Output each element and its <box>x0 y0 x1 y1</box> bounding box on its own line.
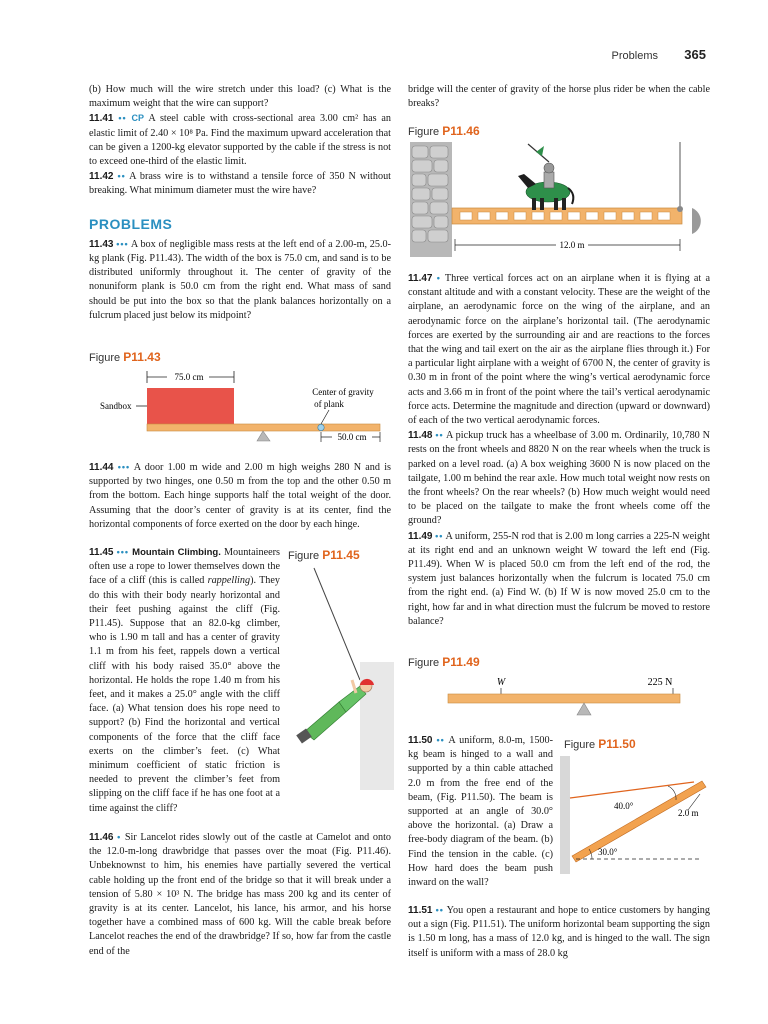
page-number: 365 <box>684 47 706 62</box>
problem-11-42: 11.42 •• A brass wire is to withstand a tensile force of 350 N without breaking. What minimum diameter must the wire have? <box>89 171 391 197</box>
section-title: PROBLEMS <box>89 215 173 232</box>
problem-11-45-continued <box>89 786 391 959</box>
figure-p11-49 <box>408 672 710 722</box>
beam <box>572 781 706 862</box>
figure-p11-43 <box>89 368 391 448</box>
climber-arm <box>352 680 356 693</box>
problem-11-43: 11.43 ••• A box of negligible mass rests at the left end of a 2.00-m, 25.0-kg plank (Fig. P11.43). The width of the box is 75.0 cm, and sand is to be distributed uniformly throughout it. The center of gravity of the nonuniform plank is 50.0 cm from the right end. What mass of sand should be put into the box so that the plank balances horizontally on a fulcrum placed just below its midpoint? <box>89 238 392 321</box>
section-header: Problems <box>611 50 658 62</box>
castle-stones <box>412 146 448 242</box>
cg-label-1: Center of gravity <box>312 387 374 397</box>
figure-p11-45-label: Figure P11.45 <box>288 548 360 562</box>
dim-cg-label: 50.0 cm <box>337 432 367 442</box>
cg-marker <box>318 424 324 430</box>
figure-p11-50 <box>560 756 710 876</box>
cable-anchor <box>677 206 683 212</box>
dim-2m-label: 2.0 m <box>678 808 699 818</box>
rod <box>448 694 680 703</box>
problem-11-47: 11.47 • Three vertical forces act on an airplane when it is flying at a constant altitude and with a constant velocity. These are the weight of the airplane, an aerodynamic force on the wing of the airplane, and an aerodynamic force on the airplane’s horizontal tail. (The aerodynamic forces are exerted by the surrounding air and are reactions to the forces that the wing and tail exert on the air as the airplane flies through it.) For a particular light airplane with a weight of 6700 N, the center of gravity is 0.30 m in front of the point where the wing’s vertical aerodynamic force acts and 3.66 m in front of the point where the tail’s vertical aerodynamic force acts. Determine the magnitude and direction (upward or downward) of each of the two vertical aerodynamic forces. <box>408 273 710 427</box>
right-column-main <box>408 271 710 629</box>
intro-text: (b) How much will the wire stretch under this load? (c) What is the maximum weight that the wire can support? <box>89 84 391 110</box>
sandbox-label: Sandbox <box>100 401 132 411</box>
problem-11-45-block <box>89 545 280 816</box>
figure-p11-43-label: Figure P11.43 <box>89 350 161 364</box>
problem-11-44: 11.44 ••• A door 1.00 m wide and 2.00 m high weighs 280 N and is supported by two hinges, one 0.50 m from the top and the other 0.50 m from the bottom. Each hinge supports half the total weight of the door. Assuming that the door’s center of gravity is at its center, find the horizontal components of force exerted on the door by each hinge. <box>89 462 391 530</box>
angle-30-label: 30.0° <box>598 847 618 857</box>
problem-11-50: 11.50 •• A uniform, 8.0-m, 1500-kg beam is hinged to a wall and supported by a thin cable attached 2.0 m from the free end of the beam, (Fig. P11.50). The beam is supported at an angle of 30.0° above the horizontal. (a) Draw a free-body diagram of the beam. (b) Find the tension in the cable. (c) How hard does the beam push inward on the wall? <box>408 735 553 889</box>
wall <box>560 756 570 874</box>
problem-11-41: 11.41 •• CP A steel cable with cross-sectional area 3.00 cm² has an elastic limit of 2.40 × 10⁸ Pa. Find the maximum upward acceleration that can be given a 1200-kg elevator supported by the cable if the stress is not to exceed one-third of the elastic limit. <box>89 113 392 168</box>
far-bank <box>692 208 701 234</box>
problem-11-48: 11.48 •• A pickup truck has a wheelbase of 3.00 m. Ordinarily, 10,780 N rests on the front wheels and 8820 N on the rear wheels when the truck is parked on a level road. (a) A box weighing 3600 N is now placed on the tailgate, 1.00 m behind the rear axle. How much total weight now rests on the front wheels? On the rear wheels? (b) How much weight would need to be placed on the tailgate to make the front wheels come off the ground? <box>408 430 711 527</box>
problem-11-45: 11.45 ••• Mountain Climbing. Mountaineers often use a rope to lower themselves down the face of a cliff (this is called rappelling). They do this with their body nearly horizontal and their feet pushing against the cliff (Fig. P11.45). Suppose that an 82.0-kg climber, who is 1.90 m tall and has a center of gravity 1.1 m from his feet, rappels down a vertical cliff with his body raised 35.0° above the horizontal. He holds the rope 1.40 m from his feet, and it makes a 25.0° angle with the cliff face. (a) What tension does his rope need to support? (b) Find the horizontal and vertical components of the force that the cliff face exerts on the climber’s feet. (c) What minimum coefficient of static friction is needed to prevent the climber’s feet from slipping on the cliff face if he has one foot at a time against the cliff? <box>89 547 280 814</box>
right-column-top <box>408 83 710 111</box>
dim-bridge-label: 12.0 m <box>559 240 585 250</box>
weight-225-label: 225 N <box>647 677 673 688</box>
problem-11-50-block <box>408 733 553 890</box>
problem-11-49: 11.49 •• A uniform, 255-N rod that is 2.00 m long carries a 225-N weight at its right end and an unknown weight W toward the left end (Fig. P11.49). When W is placed 50.0 cm from the left end of the rod, the system just balances horizontally when the fulcrum is located 75.0 cm from the right end. (a) Find W. (b) If W is now moved 25.0 cm to the right, how far and in what direction must the fulcrum be moved to restore balance? <box>408 530 711 627</box>
dim-box-label: 75.0 cm <box>174 372 204 382</box>
knight-and-horse <box>518 144 573 210</box>
problem-11-51-block <box>408 903 710 961</box>
rope <box>314 568 360 680</box>
cable <box>570 782 694 798</box>
figure-p11-50-label: Figure P11.50 <box>564 737 636 751</box>
climber-legs <box>304 702 346 740</box>
figure-p11-46 <box>408 142 710 257</box>
plank <box>147 424 380 431</box>
problem-11-51: 11.51 •• You open a restaurant and hope to entice customers by hanging out a sign (Fig. P11.51). The uniform horizontal beam supporting the sign is 1.50 m long, has a mass of 12.0 kg, and is hinged to the wall. The sign itself is uniform with a mass of 28.0 kg <box>408 905 710 959</box>
cg-leader <box>321 410 329 424</box>
fulcrum <box>257 431 270 441</box>
sandbox-shape <box>147 388 234 424</box>
fulcrum <box>577 703 591 715</box>
problem-11-46: 11.46 • Sir Lancelot rides slowly out of the castle at Camelot and onto the 12.0-m-long drawbridge that passes over the moat (Fig. P11.46). Unbeknownst to him, his enemies have partially severed the vertical cable holding up the front end of the bridge so that it will break under a tension of 5.80 × 10³ N. The bridge has mass 200 kg and its center of gravity is at its center. Lancelot, his lance, his armor, and his horse together have a combined mass of 600 kg. Will the cable break before Lancelot reaches the end of the drawbridge? If so, how far from the castle end of the <box>89 832 392 957</box>
figure-p11-49-label: Figure P11.49 <box>408 655 480 669</box>
weight-w-label: W <box>496 677 506 688</box>
problem-11-46-continued: bridge will the center of gravity of the horse plus rider be when the cable breaks? <box>408 84 710 110</box>
left-column <box>89 83 391 323</box>
cg-label-2: of plank <box>314 399 344 409</box>
angle-40-label: 40.0° <box>614 801 634 811</box>
figure-p11-45 <box>284 562 394 790</box>
problem-11-44-block <box>89 460 391 532</box>
figure-p11-46-label: Figure P11.46 <box>408 124 480 138</box>
